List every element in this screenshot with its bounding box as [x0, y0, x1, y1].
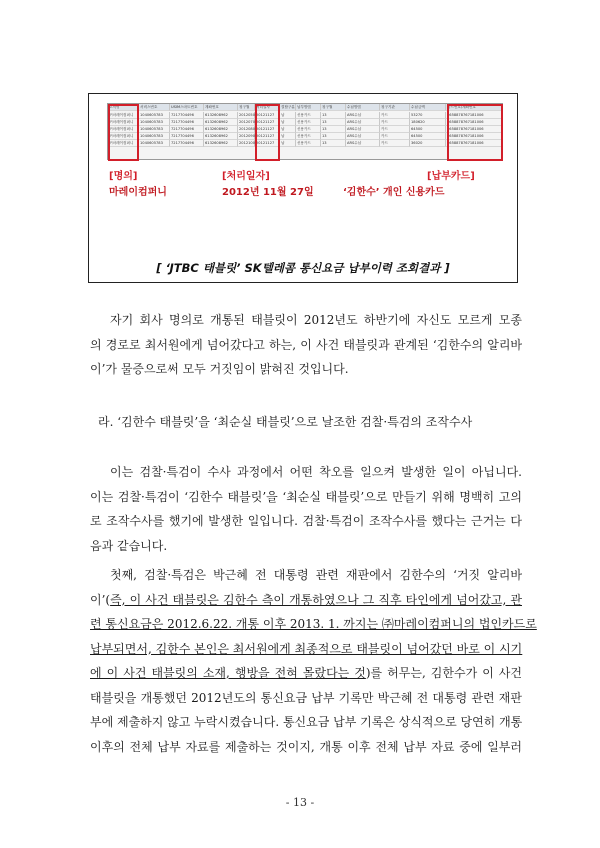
paragraph-3-line-3: 련 통신요금은 2012.6.22. 개통 이후 2013. 1. 까지는 ㈜마레이컴퍼니의 법인카드로: [90, 617, 537, 631]
table-cell: ㈜마레이컴퍼니: [108, 126, 139, 133]
table-cell: 13: [321, 133, 346, 140]
paragraph-2-line-2: 이는 검찰·특검이 ‘김한수 태블릿’을 ‘최순실 태블릿’으로 만들기 위해 명백히 고의: [90, 489, 522, 504]
billing-table-screenshot: [107, 103, 503, 160]
table-cell: 20120701: [239, 120, 258, 124]
table-cell: 납: [280, 140, 296, 147]
paragraph-2-line-3: 로 조작수사를 했기에 발생한 일입니다. 검찰·특검이 조작수사를 했다는 근거는 다: [90, 514, 522, 528]
table-cell: 신용카드: [296, 112, 321, 119]
figure-caption: [ ‘JTBC 태블릿’ SK텔레콤 통신요금 납부이력 조회결과 ]: [156, 261, 450, 275]
table-cell: 1040605783: [139, 126, 170, 133]
table-cell: ARS수납: [346, 119, 380, 126]
highlight-name-column: [108, 104, 139, 161]
table-cell: ARS수납: [346, 140, 380, 147]
table-cell: 1040605783: [139, 133, 170, 140]
table-cell: 카드: [380, 112, 410, 119]
table-header-row: [108, 104, 502, 111]
section-heading-text: 라. ‘김한수 태블릿’을 ‘최순실 태블릿’으로 날조한 검찰·특검의 조작수사: [98, 415, 473, 429]
label-date-value: 2012년 11월 27일: [222, 187, 314, 198]
table-header-cell: 계좌번호: [204, 104, 238, 111]
page-number: - 13 -: [285, 796, 315, 809]
table-cell: 20120501: [239, 113, 258, 117]
table-header-cell: 카드번호/계좌번호: [446, 104, 502, 111]
paragraph-3-line-5a: 에 이 사건 태블릿의 소재, 행방을 전혀 몰랐다는 것: [90, 666, 366, 680]
paragraph-3-line-2a: 이’(: [90, 592, 111, 607]
highlight-date-column: [255, 104, 280, 161]
table-cell: ㈜마레이컴퍼니: [108, 119, 139, 126]
paragraph-3-line-2: [90, 588, 522, 613]
paragraph-3-line-6: 태블릿을 개통했던 2012년도의 통신요금 납부 기록만 박근혜 전 대통령 관련 재판: [90, 690, 522, 705]
table-cell: 13: [321, 112, 346, 119]
table-row: [108, 112, 502, 119]
table-cell: 1040605783: [139, 140, 170, 147]
table-row: [108, 126, 502, 133]
label-date-title: [처리일자]: [222, 171, 270, 182]
table-cell: 7217704496: [170, 119, 204, 126]
table-cell: 13: [321, 126, 346, 133]
table-cell: 납: [280, 133, 296, 140]
table-header-cell: 수납금액: [410, 104, 446, 111]
table-cell: 1040605783: [139, 112, 170, 119]
table-cell: 6132608962: [204, 133, 238, 140]
paragraph-3-line-1: 첫째, 검찰·특검은 박근혜 전 대통령 관련 재판에서 김한수의 ‘거짓 알리바: [110, 568, 522, 582]
table-cell: 64500: [410, 126, 446, 133]
table-cell: 180620: [410, 119, 446, 126]
paragraph-3-line-5: [90, 661, 522, 686]
table-cell: 4658878767181006: [446, 140, 502, 147]
table-cell: 카드: [380, 126, 410, 133]
table-header-cell: 결합구분: [281, 105, 295, 109]
table-header-cell: USIM스마트번호: [170, 104, 204, 111]
label-name-value: 마레이컴퍼니: [109, 187, 167, 198]
paragraph-2-line-1: 이는 검찰·특검이 수사 과정에서 어떤 착오를 일으켜 발생한 일이 아닙니다.: [110, 465, 522, 479]
table-cell: 납: [280, 119, 296, 126]
table-cell: 1040605783: [139, 119, 170, 126]
table-cell: 카드: [380, 133, 410, 140]
table-cell: ARS수납: [346, 126, 380, 133]
label-name-title: [명의]: [109, 171, 138, 182]
label-card-title: [납부카드]: [427, 171, 475, 182]
highlight-card-column: [447, 104, 503, 161]
paragraph-3-line-8: 이후의 전체 납부 자료를 제출하는 것이지, 개통 이후 전체 납부 자료 중에 일부러: [90, 739, 522, 754]
table-cell: 납: [280, 126, 296, 133]
table-cell: 4658878767181006: [446, 119, 502, 126]
paragraph-2-line-4: 음과 같습니다.: [90, 538, 168, 553]
paragraph-1-line-1: 자기 회사 명의로 개통된 태블릿이 2012년도 하반기에 자신도 모르게 모종: [110, 313, 522, 327]
paragraph-3-line-7: 부에 제출하지 않고 누락시켰습니다. 통신요금 납부 기록은 상식적으로 당연히 개통: [90, 715, 523, 729]
table-cell: 6132608962: [204, 126, 238, 133]
table-header-cell: 납부방법: [296, 104, 321, 111]
table-cell: 20121127: [255, 133, 280, 140]
table-cell: 4658878767181006: [446, 112, 502, 119]
table-cell: 20121127: [255, 126, 280, 133]
table-header-cell: 서비스번호: [139, 104, 170, 111]
table-header-cell: 수납방법: [346, 104, 380, 111]
table-cell: 4658878767181006: [446, 126, 502, 133]
table-cell: 53270: [410, 112, 446, 119]
paragraph-1-line-2: 의 경로로 최서원에게 넘어갔다고 하는, 이 사건 태블릿과 관계된 ‘김한수의 알리바: [90, 337, 522, 352]
table-cell: 20121127: [255, 119, 280, 126]
table-row: [108, 140, 502, 147]
table-cell: 납: [280, 112, 296, 119]
table-cell: 신용카드: [296, 126, 321, 133]
table-header-cell: 청구월: [321, 104, 346, 111]
paragraph-3: [90, 563, 537, 759]
table-cell: 20121001: [239, 141, 258, 145]
paragraph-3-line-4: 납부되면서, 김한수 본인은 최서원에게 최종적으로 태블릿이 넘어갔던 바로 이 시기: [90, 641, 523, 656]
table-cell: 20121127: [255, 112, 280, 119]
table-cell: 6132608962: [204, 119, 238, 126]
paragraph-1: [90, 308, 522, 382]
table-cell: 36020: [410, 140, 446, 147]
table-row: [108, 119, 502, 126]
figure-box: [88, 93, 518, 283]
table-cell: 7217704496: [170, 126, 204, 133]
table-header-cell: 청구기관: [380, 104, 410, 111]
paragraph-3-line-5b: )를 허무는, 김한수가 이 사건: [365, 666, 522, 680]
table-cell: 7217704496: [170, 140, 204, 147]
table-cell: 7217704496: [170, 133, 204, 140]
table-cell: 6132608962: [204, 112, 238, 119]
table-header-cell: 고객명: [108, 104, 139, 111]
table-cell: 20121127: [255, 140, 280, 147]
table-header-cell: 청구월: [238, 104, 255, 111]
table-cell: 신용카드: [296, 119, 321, 126]
table-cell: ㈜마레이컴퍼니: [108, 112, 139, 119]
table-cell: 신용카드: [296, 140, 321, 147]
section-heading: [90, 410, 522, 435]
table-cell: 카드: [380, 119, 410, 126]
table-cell: 6132608962: [204, 140, 238, 147]
table-cell: ARS수납: [346, 133, 380, 140]
table-cell: 20120901: [239, 134, 258, 138]
table-cell: ㈜마레이컴퍼니: [108, 140, 139, 147]
table-cell: ㈜마레이컴퍼니: [108, 133, 139, 140]
table-cell: 13: [321, 140, 346, 147]
table-row: [108, 133, 502, 140]
table-cell: 20120801: [239, 127, 258, 131]
paragraph-1-line-3: 이’가 물증으로써 모두 거짓임이 밝혀진 것입니다.: [90, 362, 349, 376]
table-cell: 카드: [380, 140, 410, 147]
table-cell: 4658878767181006: [446, 133, 502, 140]
table-cell: 7217704496: [170, 112, 204, 119]
paragraph-2: [90, 460, 522, 558]
paragraph-3-line-2b: 즉, 이 사건 태블릿은 김한수 측이 개통하였으나 그 직후 타인에게 넘어갔고, 관: [110, 592, 522, 607]
table-cell: ARS수납: [346, 112, 380, 119]
table-cell: 13: [321, 119, 346, 126]
table-header-cell: 처리일자: [255, 104, 280, 111]
label-card-value: ‘김한수’ 개인 신용카드: [343, 187, 445, 198]
table-cell: 신용카드: [296, 133, 321, 140]
table-cell: 64500: [410, 133, 446, 140]
